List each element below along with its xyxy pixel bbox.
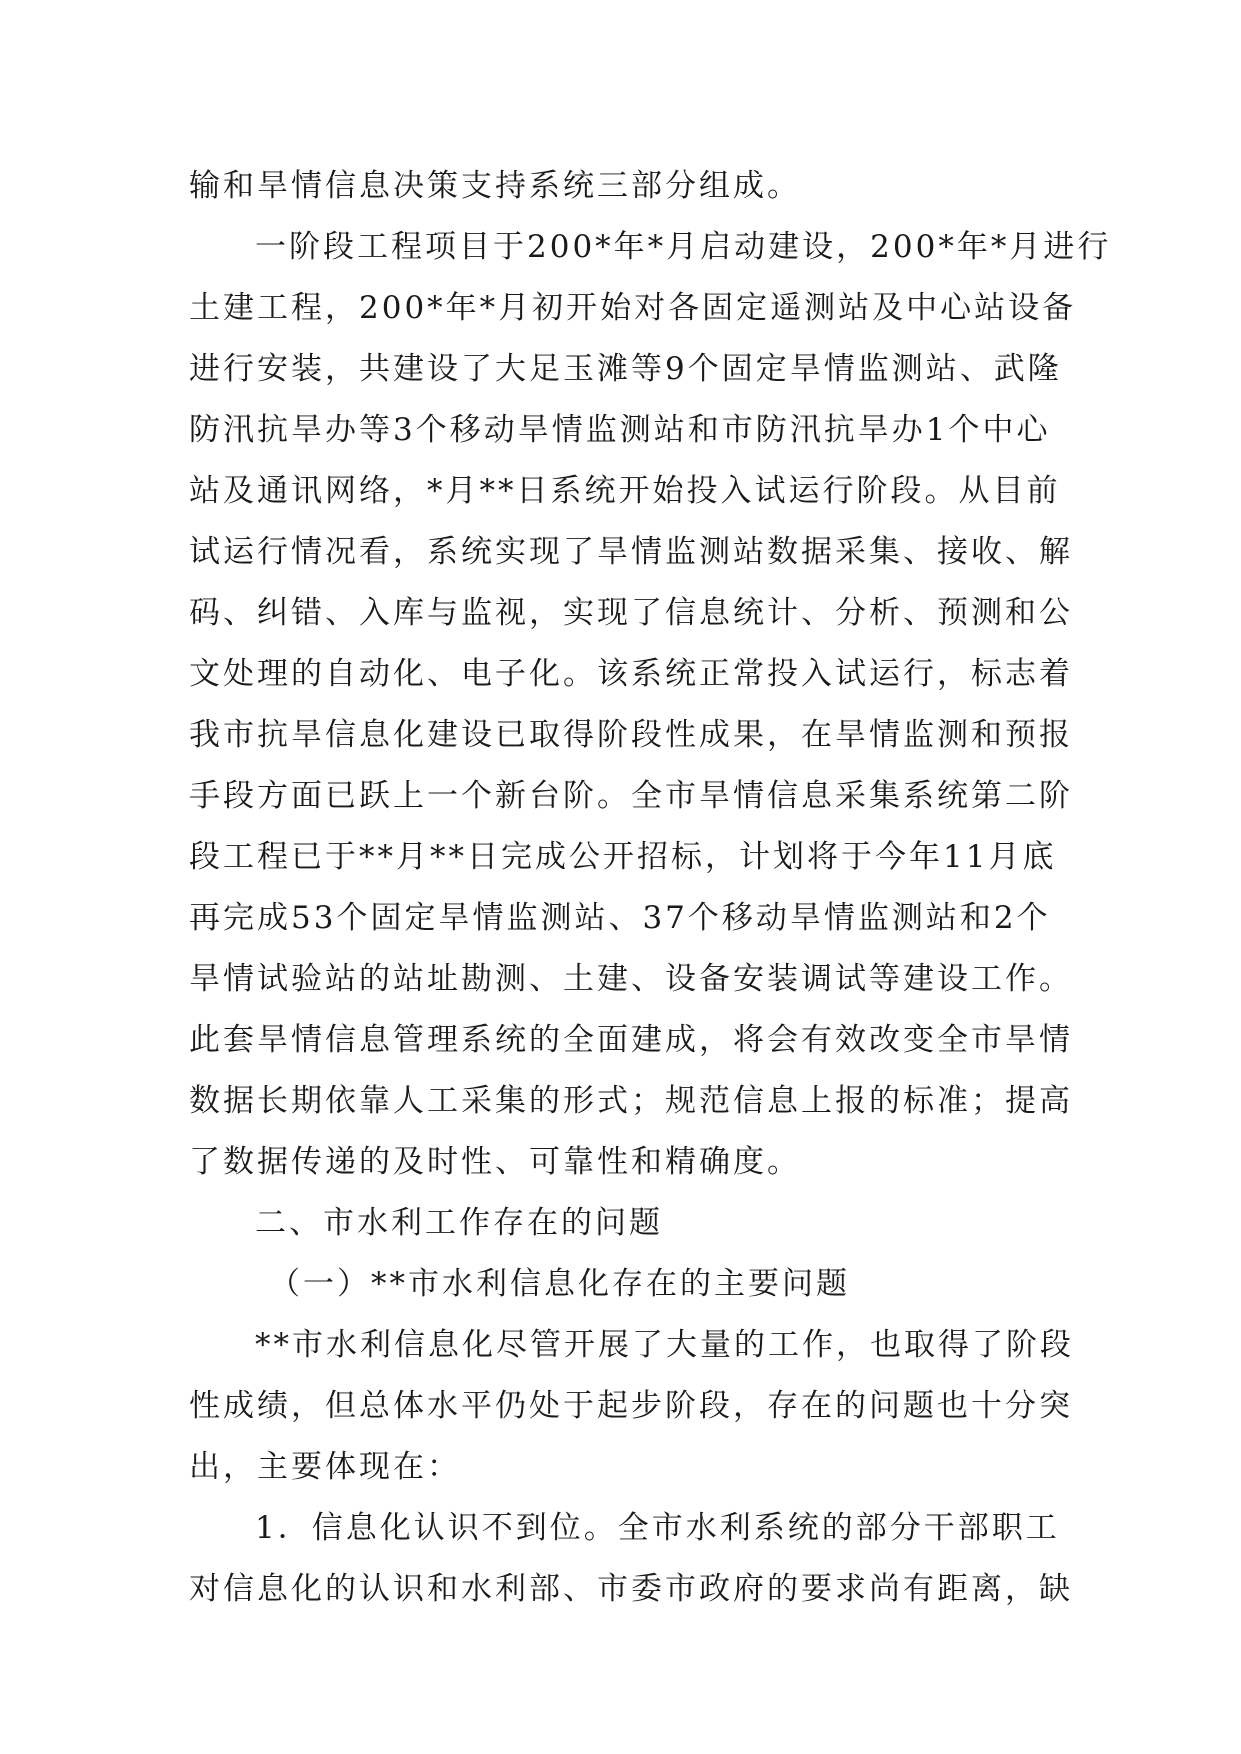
text-line: 手段方面已跃上一个新台阶。全市旱情信息采集系统第二阶 <box>189 778 1073 814</box>
text-line: 码、纠错、入库与监视，实现了信息统计、分析、预测和公 <box>189 595 1073 631</box>
document-body <box>189 156 1112 1620</box>
text-line: 防汛抗旱办等3个移动旱情监测站和市防汛抗旱办1个中心 <box>189 412 1051 448</box>
text-line: 此套旱情信息管理系统的全面建成，将会有效改变全市旱情 <box>189 1022 1073 1058</box>
section-heading: 二、市水利工作存在的问题 <box>255 1205 663 1241</box>
text-line: 性成绩，但总体水平仍处于起步阶段，存在的问题也十分突 <box>189 1388 1073 1424</box>
text-line: 旱情试验站的站址勘测、土建、设备安装调试等建设工作。 <box>189 961 1073 997</box>
subsection-heading: （一）**市水利信息化存在的主要问题 <box>269 1266 850 1302</box>
text-line: 段工程已于**月**日完成公开招标，计划将于今年11月底 <box>189 839 1057 875</box>
text-line: 文处理的自动化、电子化。该系统正常投入试运行，标志着 <box>189 656 1073 692</box>
text-line: 我市抗旱信息化建设已取得阶段性成果，在旱情监测和预报 <box>189 717 1073 753</box>
text-line: 输和旱情信息决策支持系统三部分组成。 <box>189 168 801 204</box>
text-line: 站及通讯网络，*月**日系统开始投入试运行阶段。从目前 <box>189 473 1061 509</box>
text-line: 再完成53个固定旱情监测站、37个移动旱情监测站和2个 <box>189 900 1051 936</box>
text-line: 进行安装，共建设了大足玉滩等9个固定旱情监测站、武隆 <box>189 351 1062 387</box>
paragraph-start: 一阶段工程项目于200*年*月启动建设，200*年*月进行 <box>255 229 1112 265</box>
text-line: 对信息化的认识和水利部、市委市政府的要求尚有距离，缺 <box>189 1571 1073 1607</box>
text-line: 土建工程，200*年*月初开始对各固定遥测站及中心站设备 <box>189 290 1077 326</box>
list-item-start: 1．信息化认识不到位。全市水利系统的部分干部职工 <box>255 1510 1060 1546</box>
text-line: 数据长期依靠人工采集的形式；规范信息上报的标准；提高 <box>189 1083 1073 1119</box>
text-line: 试运行情况看，系统实现了旱情监测站数据采集、接收、解 <box>189 534 1073 570</box>
text-line: 了数据传递的及时性、可靠性和精确度。 <box>189 1144 801 1180</box>
text-line: 出，主要体现在： <box>189 1449 461 1485</box>
paragraph-start: **市水利信息化尽管开展了大量的工作，也取得了阶段 <box>255 1327 1074 1363</box>
